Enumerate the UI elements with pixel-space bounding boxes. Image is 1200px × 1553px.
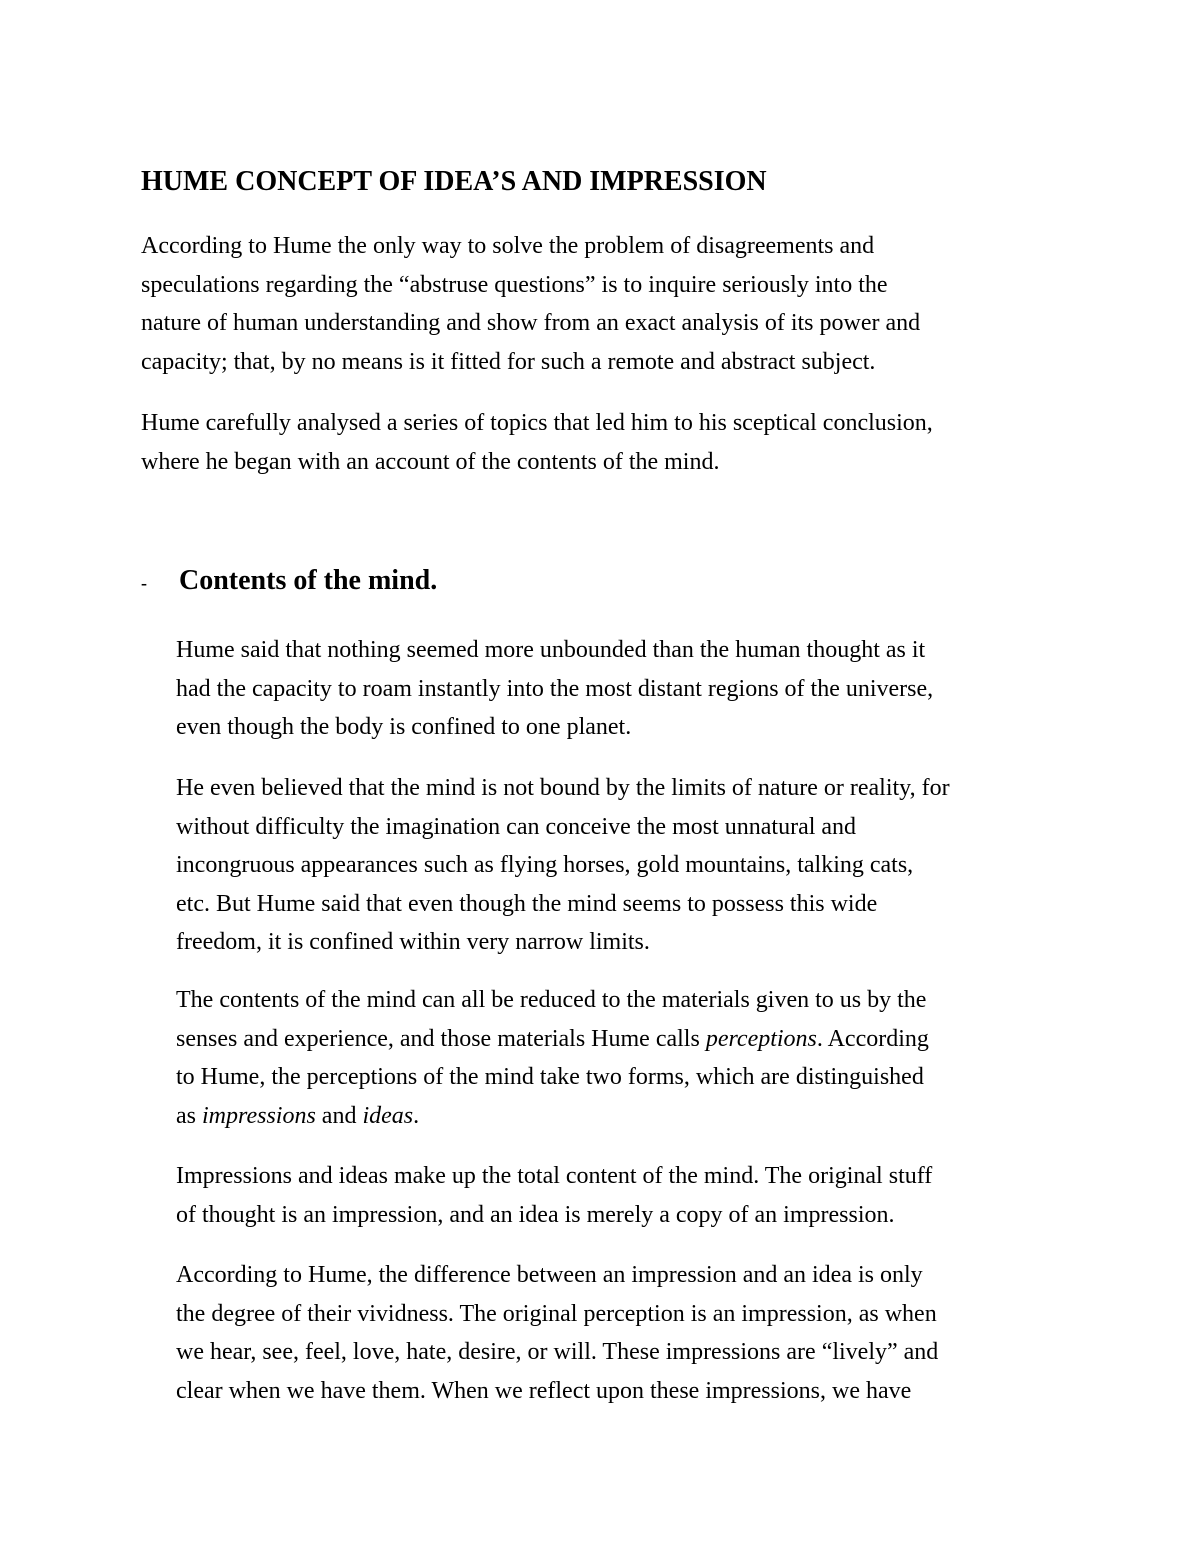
text-line: even though the body is confined to one planet. xyxy=(176,714,632,740)
text-line: nature of human understanding and show from an exact analysis of its power and xyxy=(141,310,921,336)
text-line: where he began with an account of the contents of the mind. xyxy=(141,448,720,475)
bullet-dash: - xyxy=(141,573,147,593)
text-line: According to Hume the only way to solve the problem of disagreements and xyxy=(141,233,875,259)
text-line xyxy=(176,1097,1106,1136)
text-run: as xyxy=(176,1102,202,1129)
text-run: senses and experience, and those materials Hume calls xyxy=(176,1025,706,1052)
text-run: . According xyxy=(816,1025,929,1052)
text-line: Impressions and ideas make up the total content of the mind. The original stuff xyxy=(176,1163,933,1189)
text-line: the degree of their vividness. The original perception is an impression, as when xyxy=(176,1300,937,1327)
text-line: Hume said that nothing seemed more unbounded than the human thought as it xyxy=(176,637,926,663)
section-paragraph-3 xyxy=(176,981,1106,1135)
intro-paragraph-2 xyxy=(141,404,1071,481)
document-title: HUME CONCEPT OF IDEA’S AND IMPRESSION xyxy=(141,166,767,197)
text-line: etc. But Hume said that even though the mind seems to possess this wide xyxy=(176,890,878,917)
section-paragraph-2 xyxy=(176,769,1106,962)
text-line: had the capacity to roam instantly into the most distant regions of the universe, xyxy=(176,675,934,702)
text-line: The contents of the mind can all be reduced to the materials given to us by the xyxy=(176,987,927,1013)
text-run: and xyxy=(315,1102,363,1129)
text-line: He even believed that the mind is not bound by the limits of nature or reality, for xyxy=(176,775,950,801)
section-paragraph-5 xyxy=(176,1256,1106,1410)
emphasis-impressions: impressions xyxy=(202,1102,316,1129)
text-line: incongruous appearances such as flying horses, gold mountains, talking cats, xyxy=(176,852,914,878)
text-line: speculations regarding the “abstruse questions” is to inquire seriously into the xyxy=(141,271,888,298)
text-line: Hume carefully analysed a series of topics that led him to his sceptical conclusion, xyxy=(141,410,933,436)
text-line: to Hume, the perceptions of the mind take two forms, which are distinguished xyxy=(176,1064,924,1090)
text-run: . xyxy=(413,1102,420,1129)
intro-paragraph-1 xyxy=(141,227,1071,381)
text-line: capacity; that, by no means is it fitted for such a remote and abstract subject. xyxy=(141,348,876,375)
text-line: without difficulty the imagination can conceive the most unnatural and xyxy=(176,813,857,840)
emphasis-perceptions: perceptions xyxy=(705,1025,817,1052)
text-line: we hear, see, feel, love, hate, desire, or will. These impressions are “lively” and xyxy=(176,1339,939,1365)
section-paragraph-1 xyxy=(176,631,1106,747)
text-line: According to Hume, the difference between an impression and an idea is only xyxy=(176,1262,923,1288)
section-paragraph-4 xyxy=(176,1157,1106,1234)
section-heading xyxy=(141,565,437,597)
text-line: freedom, it is confined within very narrow limits. xyxy=(176,929,650,955)
text-line xyxy=(176,1020,1106,1059)
text-line: of thought is an impression, and an idea is merely a copy of an impression. xyxy=(176,1201,895,1228)
section-heading-text: Contents of the mind. xyxy=(179,565,438,596)
text-line: clear when we have them. When we reflect upon these impressions, we have xyxy=(176,1377,912,1404)
emphasis-ideas: ideas xyxy=(362,1102,414,1129)
